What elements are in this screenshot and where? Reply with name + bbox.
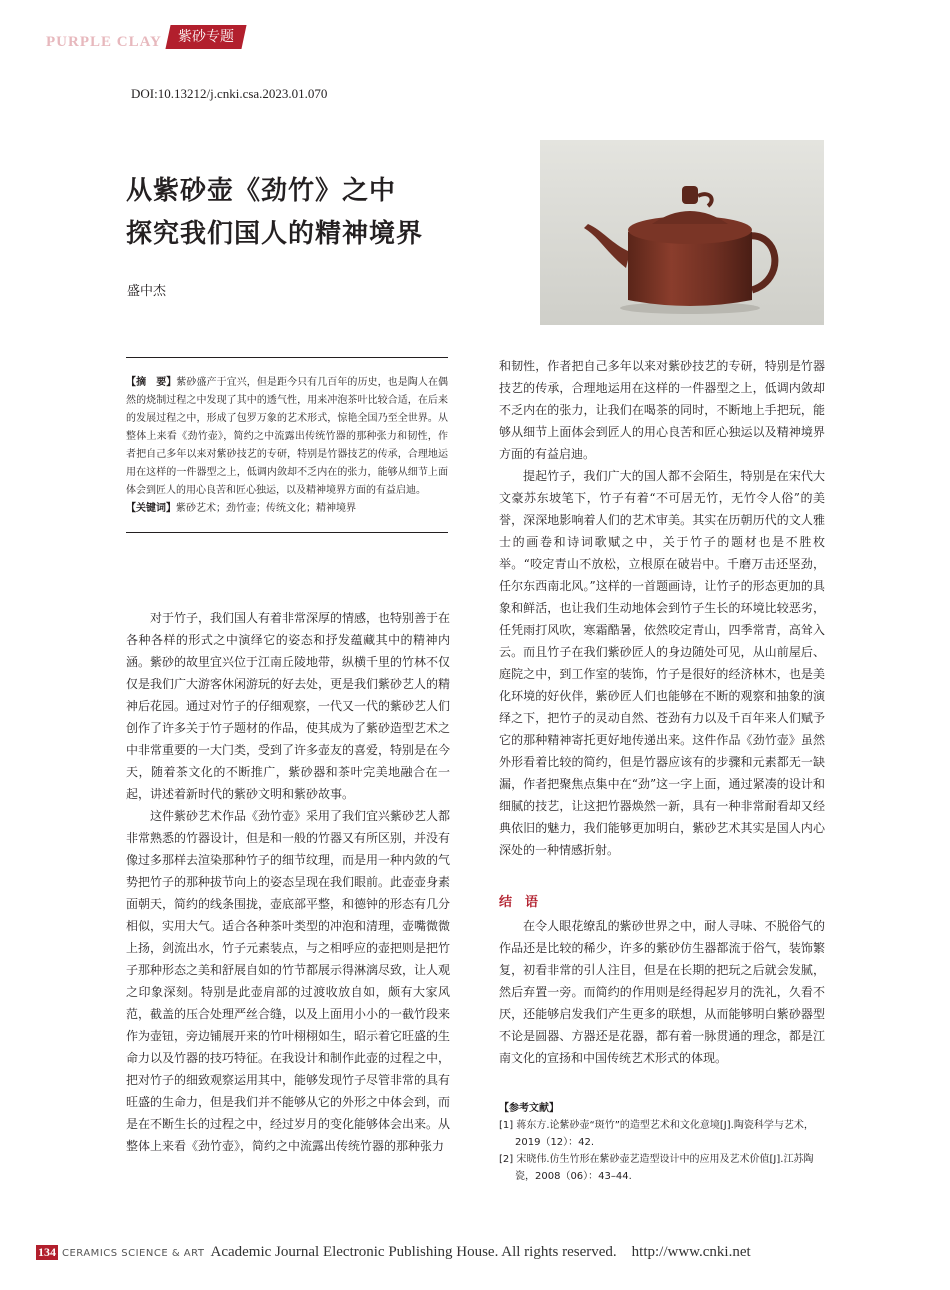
- teapot-image: [540, 140, 824, 325]
- keywords-text: 紫砂艺术；劲竹壶；传统文化；精神境界: [176, 503, 356, 514]
- article-title-line1: 从紫砂壶《劲竹》之中: [126, 176, 397, 206]
- conclusion-body: [499, 915, 825, 1069]
- body-paragraph: 这件紫砂艺术作品《劲竹壶》采用了我们宜兴紫砂艺人都非常熟悉的竹器设计，但是和一般的竹器又有所区别，并没有像过多那样去渲染那种竹子的细节纹理，而是用一种内敛的气势把竹子的那种拔节向上的姿态呈现在我们眼前。此壶壶身素面朝天，简约的线条围拢，壶底部平整，和德钟的形态有几分相似，实用大气。适合各种茶叶类型的冲泡和清理，壶嘴微微上扬，剑流出水，竹子元素装点，与之相呼应的壶把则是把竹子那种形态之美和舒展自如的竹节都展示得淋漓尽致，让人观之印象深刻。特别是此壶肩部的过渡收放自如，颇有大家风范，截盖的压合处理严丝合缝，以及上面用小小的一截竹段来作为壶钮，旁边铺展开来的竹叶栩栩如生，昭示着它旺盛的生命力以及竹器的技巧特征。在我设计和制作此壶的过程之中，把对竹子的细致观察运用其中，能够发现竹子尽管非常的具有旺盛的生命力，但是我们并不能够从它的外形之中体会到，而是在不断生长的过程之中，经过岁月的变化能够体会出来。从整体上来看《劲竹壶》，简约之中流露出传统竹器的那种张力: [126, 809, 451, 1153]
- reference-item: [2] 宋晓伟.仿生竹形在紫砂壶艺造型设计中的应用及艺术价值[J].江苏陶瓷，2008（06）：43–44.: [499, 1154, 814, 1182]
- body-paragraph-continued: 和韧性，作者把自己多年以来对紫砂技艺的专研，特别是竹器技艺的传承，合理地运用在这样的一件器型之上，低调内敛却不乏内在的张力，让我们在喝茶的同时，不断地上手把玩，能够从细节上面体会到匠人的用心良苦和匠心独运以及精神境界方面的有益启迪。: [499, 359, 825, 461]
- abstract-box: [126, 357, 448, 533]
- article-title-line2: 探究我们国人的精神境界: [126, 219, 424, 249]
- conclusion-paragraph: 在令人眼花缭乱的紫砂世界之中，耐人寻味、不脱俗气的作品还是比较的稀少，许多的紫砂仿生器都流于俗气，装饰繁复，初看非常的引人注目，但是在长期的把玩之后就会发腻，然后弃置一旁。而简约的作用则是经得起岁月的洗礼，久看不厌，还能够启发我们产生更多的联想，从而能够明白紫砂器型不论是圆器、方器还是花器，都有着一脉贯通的理念，都是江南文化的宣扬和中国传统艺术形式的体现。: [499, 919, 825, 1065]
- body-column-right: [499, 355, 825, 861]
- body-column-left: [126, 607, 450, 1157]
- doi: DOI:10.13212/j.cnki.csa.2023.01.070: [131, 86, 328, 101]
- header-topic-label: 紫砂专题: [178, 29, 234, 45]
- body-paragraph: 对于竹子，我们国人有着非常深厚的情感，也特别善于在各种各样的形式之中演绎它的姿态和抒发蕴藏其中的精神内涵。紫砂的故里宜兴位于江南丘陵地带，纵横千里的竹林不仅仅是我们广大游客休闲游玩的好去处，更是我们紫砂艺人的精神后花园。通过对竹子的仔细观察，一代又一代的紫砂艺人们创作了许多关于竹子题材的作品，使其成为了紫砂造型艺术之中非常重要的一大门类，受到了许多壶友的喜爱，特别是在今天，随着茶文化的不断推广，紫砂器和茶叶完美地融合在一起，讲述着新时代的紫砂文明和紫砂故事。: [126, 611, 451, 801]
- references: [499, 1100, 825, 1185]
- teapot-photo: [540, 140, 824, 325]
- cnki-url[interactable]: http://www.cnki.net: [631, 1244, 751, 1260]
- author: 盛中杰: [127, 284, 167, 299]
- header-series: PURPLE CLAY: [46, 34, 162, 50]
- conclusion-heading: 结 语: [499, 895, 539, 910]
- keywords-label: 【关键词】: [126, 503, 176, 514]
- page-number: 134: [38, 1245, 56, 1259]
- footer: [36, 1244, 751, 1261]
- journal-name: CERAMICS SCIENCE & ART: [62, 1248, 205, 1259]
- abstract: [126, 374, 448, 500]
- abstract-label: 【摘 要】: [126, 377, 177, 388]
- references-heading: 【参考文献】: [499, 1103, 559, 1114]
- header-topic-tag: [165, 25, 246, 49]
- body-paragraph: 提起竹子，我们广大的国人都不会陌生，特别是在宋代大文豪苏东坡笔下，竹子有着“不可居无竹，无竹令人俗”的美誉，深深地影响着人们的艺术审美。其实在历朝历代的文人雅士的画卷和诗词歌赋之中，关于竹子的题材也是不胜枚举。“咬定青山不放松，立根原在破岩中。千磨万击还坚劲，任尔东西南北风。”这样的一首题画诗，让竹子的形态更加的具象和鲜活，也让我们生动地体会到竹子生长的环境比较恶劣，任凭雨打风吹，寒霜酷暑，依然咬定青山，四季常青，高耸入云。而且竹子在我们紫砂匠人的身边随处可见，从山前屋后、庭院之中，到工作室的装饰，竹子是很好的经济林木，也是美化环境的好伙伴，紫砂匠人们也能够在不断的观察和抽象的演绎之下，把竹子的灵动自然、苍劲有力以及千百年来人们赋予它的那种精神寄托更好地传递出来。这件作品《劲竹壶》虽然外形看着比较的简约，但是竹器应该有的步骤和元素都无一缺漏，作者把聚焦点集中在“劲”这一字上面，通过紧凑的设计和细腻的技艺，让这把竹器焕然一新，具有一种非常耐看却又经典依旧的魅力，我们能够更加明白，紫砂艺术其实是国人内心深处的一种情感折射。: [499, 469, 825, 857]
- abstract-text: 紫砂盛产于宜兴，但是距今只有几百年的历史，也是陶人在偶然的烧制过程之中发现了其中的透气性，用来冲泡茶叶比较合适，在后来的发展过程之中，形成了包罗万象的艺术形式，惊艳全国乃至全世界。从整体上来看《劲竹壶》，简约之中流露出传统竹器的那种张力和韧性，作者把自己多年以来对紫砂技艺的专研，特别是竹器技艺的传承，合理地运用在这样的一件器型之上，低调内敛却不乏内在的张力，能够从细节上面体会到匠人的用心良苦和匠心独运，以及精神境界方面的有益启迪。: [126, 377, 449, 496]
- reference-item: [1] 蒋东方.论紫砂壶“斑竹”的造型艺术和文化意境[J].陶瓷科学与艺术，2019（12）：42.: [499, 1120, 814, 1148]
- copyright-notice: Academic Journal Electronic Publishing House. All rights reserved.: [210, 1244, 617, 1260]
- keywords: [126, 500, 448, 518]
